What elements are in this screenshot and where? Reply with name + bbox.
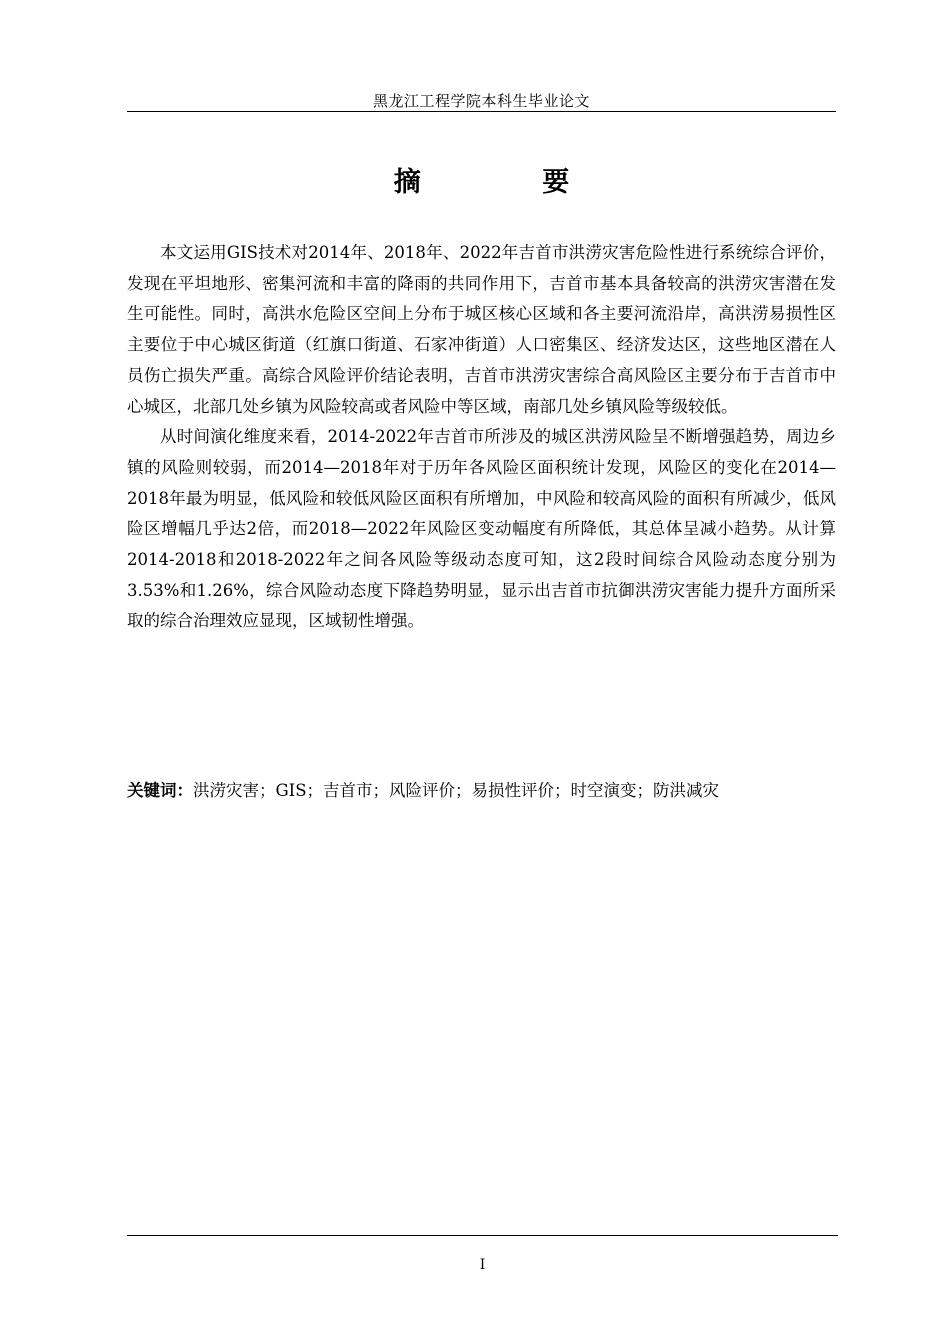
abstract-paragraph-1: 本文运用GIS技术对2014年、2018年、2022年吉首市洪涝灾害危险性进行系统综合评价，发现在平坦地形、密集河流和丰富的降雨的共同作用下，吉首市基本具备较高的洪涝灾害潜在发生可能性。同时，高洪水危险区空间上分布于城区核心区域和各主要河流沿岸，高洪涝易损性区主要位于中心城区街道（红旗口街道、石家冲街道）人口密集区、经济发达区，这些地区潜在人员伤亡损失严重。高综合风险评价结论表明，吉首市洪涝灾害综合高风险区主要分布于吉首市中心城区，北部几处乡镇为风险较高或者风险中等区域，南部几处乡镇风险等级较低。 [127, 243, 836, 416]
page-header-title: 黑龙江工程学院本科生毕业论文 [372, 92, 590, 110]
keywords-text: 洪涝灾害；GIS；吉首市；风险评价；易损性评价；时空演变；防洪减灾 [193, 781, 720, 800]
abstract-body [127, 238, 836, 637]
footer-divider [127, 1235, 838, 1236]
abstract-title: 摘 要 [393, 167, 626, 198]
abstract-paragraph-2: 从时间演化维度来看，2014-2022年吉首市所涉及的城区洪涝风险呈不断增强趋势，周边乡镇的风险则较弱，而2014—2018年对于历年各风险区面积统计发现，风险区的变化在2014—2018年最为明显，低风险和较低风险区面积有所增加，中风险和较高风险的面积有所减少，低风险区增幅几乎达2倍，而2018—2022年风险区变动幅度有所降低，其总体呈减小趋势。从计算2014-2018和2018-2022年之间各风险等级动态度可知，这2段时间综合风险动态度分别为3.53%和1.26%，综合风险动态度下降趋势明显，显示出吉首市抗御洪涝灾害能力提升方面所采取的综合治理效应显现，区域韧性增强。 [127, 427, 836, 631]
page-number: I [479, 1257, 486, 1273]
keywords-label: 关键词： [127, 781, 193, 800]
keywords-line [127, 778, 836, 804]
header-divider [127, 111, 836, 112]
